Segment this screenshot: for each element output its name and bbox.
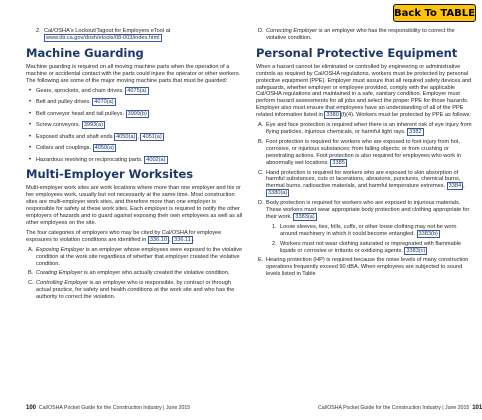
ppe-item: E. Hearing protection (HP) is required because the noise levels of many construction operations frequently exceed 90 dBA. When employees are subjected to sound levels listed in Table [258, 257, 469, 278]
regulation-link[interactable]: 3993(a) [83, 122, 103, 129]
ppe-item: B. Foot protection is required for workers who are exposed to foot injury from hot, corrosive, or injurious substances; from falling objects; or from crushing or penetrating actions. Foot protection is also required for employees who work in abnormally wet locations. 3385 [258, 138, 461, 166]
machine-guarding-intro: Machine guarding is required on all moving machine parts when the operation of a machine or accidental contact with the parts could injure the operator or other workers. The following are some of the major moving machine parts that must be guarded: [26, 63, 241, 84]
list-item: • Belt conveyor head and tail pulleys. 3999(b) [29, 110, 147, 117]
regulation-link[interactable]: 3382 [409, 128, 422, 135]
footer-left: 100 Cal/OSHA Pocket Guide for the Construction Industry | June 2015 [26, 405, 191, 411]
list-item: • Collars and couplings. 4050(a) [29, 145, 114, 152]
lockout-tagout-item: 2. Cal/OSHA's Lockout/Tagout for Employers eTool at www.dir.ca.gov/dosh/etools/08-003/index.html [36, 28, 171, 41]
page-number: 101 [472, 405, 482, 411]
regulation-link[interactable]: 3385 [332, 159, 345, 166]
employer-category-item: C. Controlling Employer is an employer who is responsible, by contract or through actual practice, for safety and health conditions at the work site and who has the authority to correct the violation. [28, 280, 235, 301]
left-column [26, 28, 244, 304]
page-number: 100 [26, 405, 37, 411]
list-item: • Hazardous revolving or reciprocating parts. 4002(a) [29, 156, 166, 163]
ppe-item: D. Body protection is required for workers who are exposed to injurious materials. These workers must wear appropriate body protection and clothing appropriate for their work. 3383(a) [258, 200, 470, 220]
regulation-link[interactable]: 4050(a) [94, 145, 114, 152]
ppe-item: A. Eye and face protection is required when there is an inherent risk of eye injury from flying particles, injurious chemicals, or harmful light rays. 3382 [258, 122, 472, 135]
regulation-link[interactable]: 336.10 [149, 236, 168, 243]
regulation-link[interactable]: 3380(a) [268, 190, 288, 197]
four-categories-text: The four categories of employers who may be cited by Cal/OSHA for employee exposures to violation conditions are identified in 336.10 , 336.11 . [26, 229, 222, 243]
regulation-link[interactable]: 4051(a) [142, 133, 162, 140]
machine-guarding-heading: Machine Guarding [26, 45, 144, 60]
regulation-link[interactable]: 3383(c) [406, 247, 426, 254]
employer-category-item: D. Correcting Employer is an employer who has the responsibility to correct the violative condition. [258, 28, 455, 41]
footer-right: Cal/OSHA Pocket Guide for the Construction Industry | June 2015 101 [318, 405, 482, 411]
regulation-link[interactable]: 3999(b) [127, 110, 147, 117]
lockout-tagout-text: Cal/OSHA's Lockout/Tagout for Employers eTool at [44, 28, 171, 34]
right-column [256, 28, 474, 281]
employer-category-item: B. Creating Employer is an employer who actually created the violative condition. [28, 270, 230, 277]
back-to-table-button[interactable]: Back To TABLE [393, 4, 476, 22]
ppe-item: C. Hand protection is required for workers who are exposed to skin absorption of harmful substances, cuts or lacerations, abrasions, punctures, chemical burns, thermal burns, radioactive materials, and harmful temperature extremes. 3384 , 3380(a) [258, 169, 465, 197]
ppe-subitem: 1. Loose sleeves, ties, frills, cuffs, or other loose clothing may not be worn around machinery in which it could become entangled. 3383(b) [272, 223, 457, 237]
regulation-link[interactable]: 336.11 [174, 236, 191, 243]
regulation-link[interactable]: 4050(a) [116, 133, 136, 140]
guarded-parts-list [26, 88, 244, 164]
regulation-link[interactable]: 4075(a) [127, 87, 147, 94]
regulation-link[interactable]: 3383(b) [418, 230, 438, 237]
list-item: • Belt and pulley drives. 4070(a) [29, 99, 114, 106]
ppe-intro: When a hazard cannot be eliminated or controlled by engineering or administrative controls as required by Cal/OSHA regulations, workers must be protected by personal protective equipment (PPE). Employer must assure that all required safety devices and safeguards, whether employer or employee provided, comply with the applicable Cal/OSHA regulations and maintained in a safe, sanitary condition. Employer must perform hazard assessments for all jobs and select the proper PPE for those hazards. Employer also must ensure that employees have an understanding of all of the PPE related information listed in 3380 (f)(4). Workers must be protected by PPE as follows: [256, 63, 472, 119]
ppe-subitem: 2. Workers must not wear clothing saturated or impregnated with flammable liquids or corrosive or irritants or oxidizing agents. 3383(c) [272, 240, 462, 254]
regulation-link[interactable]: 3384 [448, 183, 462, 190]
regulation-link[interactable]: 4002(a) [146, 156, 166, 163]
list-item: • Exposed shafts and shaft ends 4050(a) , 4051(a) [29, 133, 162, 140]
list-item: • Screw conveyors. 3993(a) [29, 122, 103, 129]
employer-category-item: A. Exposing Employer is an employer whose employees were exposed to the violative condition at the work site regardless of whether that employer created the violative condition. [28, 246, 243, 267]
multi-employer-intro: Multi-employer work sites are work locations where more than one employer and his or her employees work, usually but not necessarily at the same time. Most construction sites are multi-employer work sites, and therefore more than one employer is responsible for safety at these work sites. Each employer is required to notify the other employers of hazards and to guard against exposing their own employees as well as all other employees on the site. [26, 185, 243, 226]
ppe-heading: Personal Protective Equipment [256, 45, 458, 60]
multi-employer-heading: Multi-Employer Worksites [26, 167, 194, 182]
etool-link[interactable]: www.dir.ca.gov/dosh/etools/08-003/index.html [46, 34, 160, 41]
regulation-link[interactable]: 3383(a) [295, 213, 315, 220]
regulation-link[interactable]: 3380 [326, 112, 339, 119]
list-item: • Gears, sprockets, and chain drives. 4075(a) [29, 87, 147, 94]
regulation-link[interactable]: 4070(a) [94, 99, 114, 106]
